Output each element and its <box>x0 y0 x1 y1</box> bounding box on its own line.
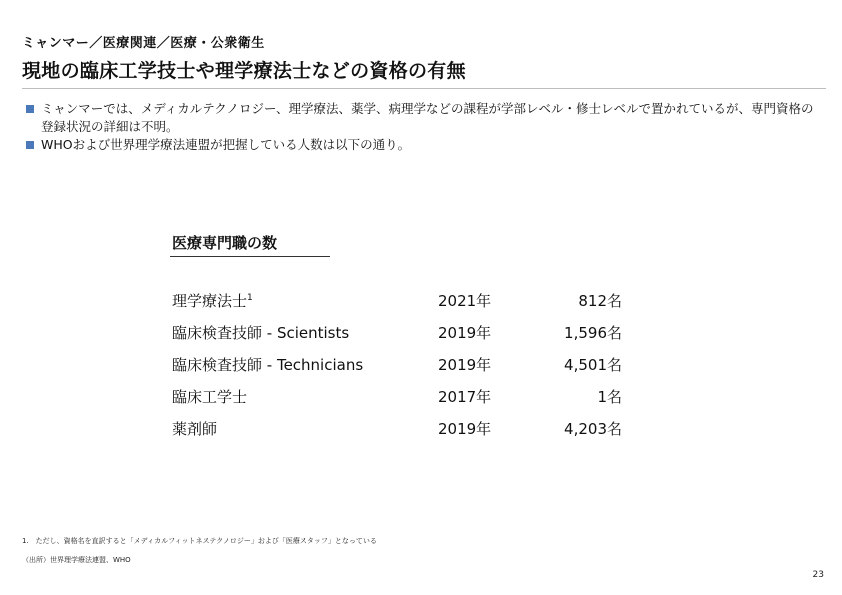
title-divider <box>22 88 826 89</box>
table-row <box>172 380 632 412</box>
table-row <box>172 412 632 444</box>
profession-name: 臨床検査技師 - Technicians <box>172 355 364 374</box>
bullet-text: WHOおよび世界理学療法連盟が把握している人数は以下の通り。 <box>41 137 411 152</box>
table-title: 医療専門職の数 <box>172 234 278 252</box>
profession-count: 4,203名 <box>564 419 622 438</box>
profession-count: 812名 <box>578 291 622 310</box>
profession-count: 1,596名 <box>564 323 622 342</box>
table-title-underline <box>170 256 330 257</box>
profession-name: 薬剤師 <box>172 419 218 438</box>
profession-table <box>172 284 632 444</box>
bullet-item <box>26 100 816 136</box>
bullet-list <box>26 100 816 154</box>
profession-year: 2019年 <box>438 323 492 342</box>
profession-name: 臨床工学士 <box>172 387 248 406</box>
bullet-item <box>26 136 816 154</box>
profession-name: 臨床検査技師 - Scientists <box>172 323 350 342</box>
page-title: 現地の臨床工学技士や理学療法士などの資格の有無 <box>22 60 466 82</box>
table-row <box>172 348 632 380</box>
table-row <box>172 316 632 348</box>
profession-count: 4,501名 <box>564 355 622 374</box>
table-row <box>172 284 632 316</box>
square-bullet-icon <box>26 141 34 149</box>
source-note: （出所）世界理学療法連盟、WHO <box>22 556 131 564</box>
square-bullet-icon <box>26 105 34 113</box>
profession-year: 2021年 <box>438 291 492 310</box>
footnote-marker: 1 <box>247 292 253 303</box>
profession-year: 2017年 <box>438 387 492 406</box>
page-number: 23 <box>812 570 824 580</box>
profession-year: 2019年 <box>438 355 492 374</box>
profession-year: 2019年 <box>438 419 492 438</box>
bullet-text: ミャンマーでは、メディカルテクノロジー、理学療法、薬学、病理学などの課程が学部レベル・修士レベルで置かれているが、専門資格の登録状況の詳細は不明。 <box>41 101 814 134</box>
profession-name: 理学療法士$^1$ <box>172 291 253 310</box>
footnote: 1. ただし、資格名を直訳すると「メディカルフィットネステクノロジー」および「医療スタッフ」となっている <box>22 537 377 545</box>
breadcrumb: ミャンマー／医療関連／医療・公衆衛生 <box>22 36 265 51</box>
profession-count: 1名 <box>597 387 622 406</box>
